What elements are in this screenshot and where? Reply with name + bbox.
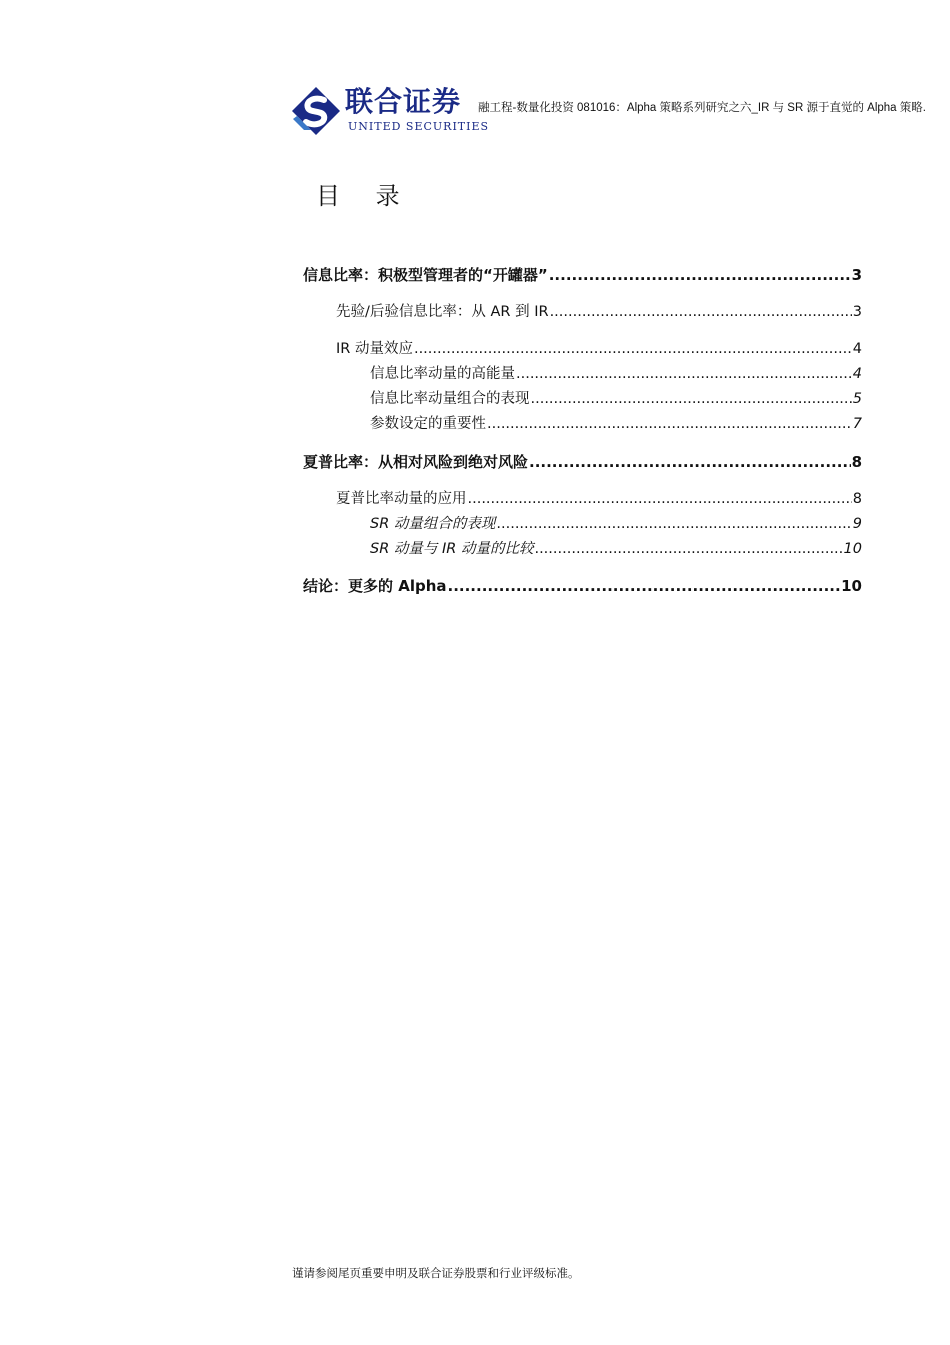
disclaimer-note: 谨请参阅尾页重要申明及联合证券股票和行业评级标准。 [292, 1266, 580, 1280]
toc-entry[interactable] [336, 302, 862, 322]
toc-leader-dots [549, 265, 851, 285]
toc-entry[interactable] [303, 452, 862, 472]
toc-entry[interactable] [370, 364, 862, 384]
toc-leader-dots [448, 576, 841, 596]
report-title: 融工程-数量化投资 081016：Alpha 策略系列研究之六_IR 与 SR 源于直觉的 Alpha 策略. [478, 102, 926, 114]
toc-leader-dots [550, 302, 852, 322]
toc-entry-page: 3 [852, 304, 862, 320]
toc-entry-label: IR 动量效应 [336, 341, 413, 357]
toc-entry-page: 7 [852, 416, 862, 432]
toc-entry[interactable] [370, 414, 862, 434]
toc-entry-page: 4 [852, 341, 862, 357]
logo-english-name: UNITED SECURITIES [348, 120, 490, 133]
toc-entry-label: 信息比率动量组合的表现 [370, 391, 530, 407]
toc-entry-page: 3 [851, 266, 862, 284]
toc-entry-page: 10 [841, 577, 862, 595]
toc-leader-dots [496, 514, 851, 534]
toc-entry-page: 9 [852, 516, 862, 532]
toc-entry[interactable] [303, 265, 862, 285]
toc-leader-dots [534, 539, 842, 559]
toc-entry[interactable] [370, 389, 862, 409]
company-logo [291, 84, 491, 136]
logo-chinese-name: 联合证券 [345, 85, 462, 118]
toc-entry-label: SR 动量与 IR 动量的比较 [370, 541, 534, 557]
toc-entry[interactable] [370, 514, 862, 534]
toc-entry-label: 信息比率动量的高能量 [370, 366, 515, 382]
toc-entry[interactable] [370, 539, 862, 559]
toc-entry[interactable] [336, 339, 862, 359]
toc-leader-dots [516, 364, 852, 384]
toc-entry-label: 夏普比率动量的应用 [336, 491, 467, 507]
toc-leader-dots [487, 414, 852, 434]
toc-entry-page: 5 [852, 391, 862, 407]
toc-entry-label: SR 动量组合的表现 [370, 516, 496, 532]
toc-leader-dots [529, 452, 851, 472]
toc-entry[interactable] [303, 576, 862, 596]
toc-heading: 目 录 [316, 182, 414, 210]
toc-entry-label: 信息比率：积极型管理者的“开罐器” [303, 266, 548, 284]
toc-entry-page: 8 [851, 453, 862, 471]
toc-entry-label: 参数设定的重要性 [370, 416, 486, 432]
toc-entry-label: 结论：更多的 Alpha [303, 577, 447, 595]
toc-leader-dots [531, 389, 852, 409]
toc-entry-label: 夏普比率：从相对风险到绝对风险 [303, 453, 529, 471]
toc-entry-page: 4 [852, 366, 862, 382]
united-securities-logo-icon [291, 86, 341, 136]
toc-entry-page: 10 [843, 541, 862, 557]
toc-leader-dots [414, 339, 852, 359]
toc-entry[interactable] [336, 489, 862, 509]
toc-leader-dots [468, 489, 852, 509]
toc-entry-label: 先验/后验信息比率：从 AR 到 IR [336, 304, 549, 320]
toc-entry-page: 8 [852, 491, 862, 507]
